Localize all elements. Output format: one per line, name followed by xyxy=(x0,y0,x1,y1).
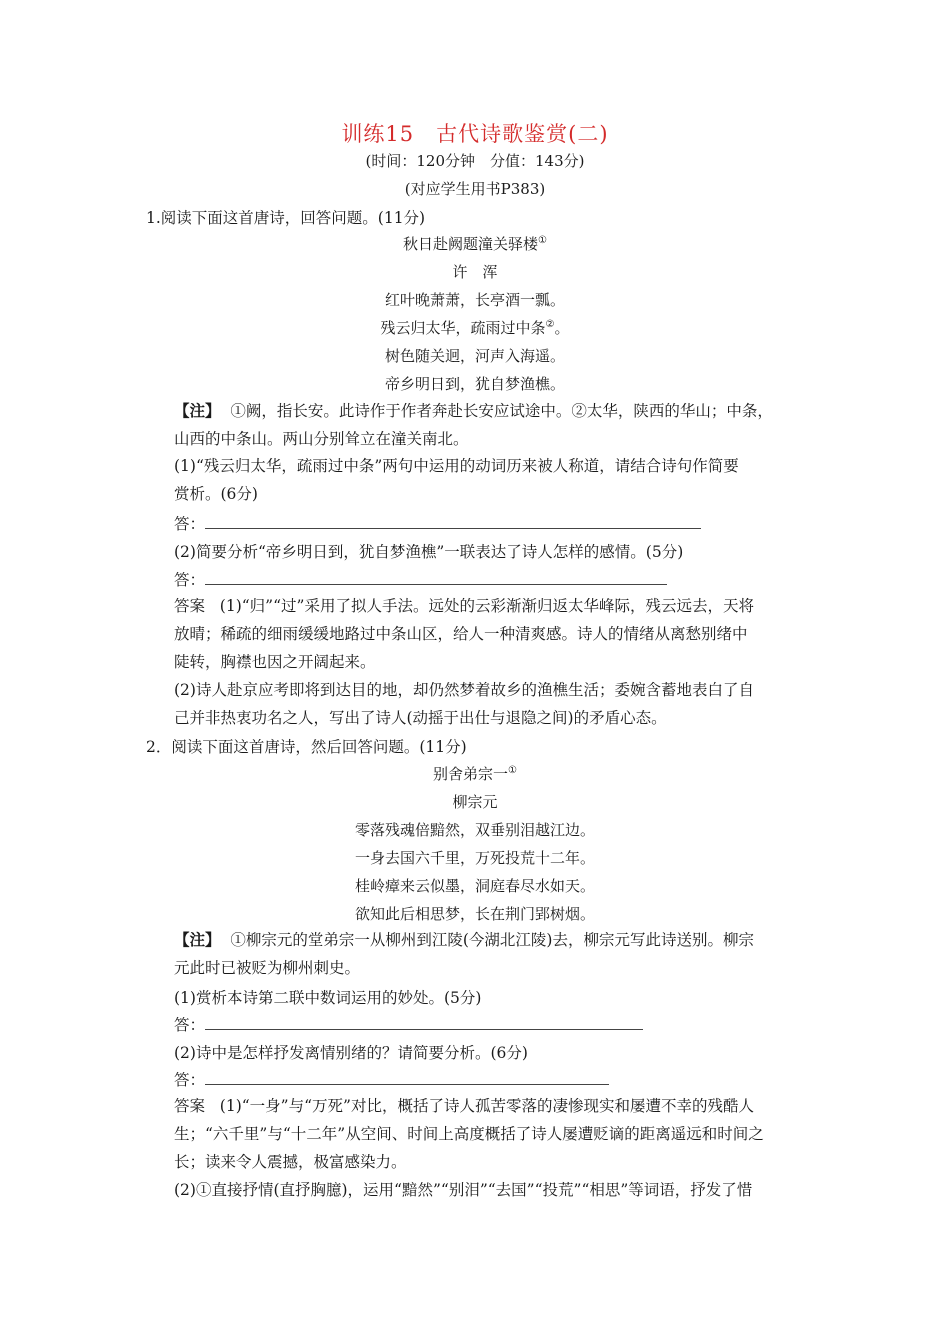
q1-answer-label-1: 答： xyxy=(174,515,206,533)
page-title: 训练15 古代诗歌鉴赏(二) xyxy=(341,122,609,146)
q2-poem-title xyxy=(0,763,950,784)
q1-answer2-line-2: 己并非热衷功名之人，写出了诗人(动摇于出仕与退隐之间)的矛盾心态。 xyxy=(174,709,667,727)
q2-poem-title-note: ① xyxy=(508,765,517,776)
q1-poem-line-4: 帝乡明日到，犹自梦渔樵。 xyxy=(384,375,565,393)
q2-note-line-2: 元此时已被贬为柳州刺史。 xyxy=(174,959,361,977)
q2-poem-line-3: 桂岭瘴来云似墨，洞庭春尽水如天。 xyxy=(354,877,595,895)
q2-note-line-1: ①柳宗元的堂弟宗一从柳州到江陵(今湖北江陵)去，柳宗元写此诗送别。柳宗 xyxy=(230,931,754,949)
q1-poem-line-2-end: 。 xyxy=(554,319,570,337)
q1-answer1-line-1: (1)“归”“过”采用了拟人手法。远处的云彩渐渐归返太华峰际，残云远去，天将 xyxy=(219,597,754,615)
q2-answer1-line-1: (1)“一身”与“万死”对比，概括了诗人孤苦零落的凄惨现实和屡遭不幸的残酷人 xyxy=(219,1097,754,1115)
q1-poem-line-2-note: ② xyxy=(545,319,555,330)
q1-note xyxy=(174,397,773,453)
q1-answer-blank-2[interactable] xyxy=(205,570,667,585)
q2-answer-key-label: 答案 xyxy=(174,1097,206,1115)
q2-answer1-line-3: 长；读来令人震撼，极富感染力。 xyxy=(174,1153,407,1171)
q1-answer-label-2: 答： xyxy=(174,571,206,589)
q1-answer1-line-3: 陡转，胸襟也因之开阔起来。 xyxy=(174,653,376,671)
reference-note: (对应学生用书P383) xyxy=(404,180,546,198)
q1-sub2: (2)简要分析“帝乡明日到，犹自梦渔樵”一联表达了诗人怎样的感情。(5分) xyxy=(174,543,684,561)
q2-note xyxy=(174,926,754,982)
q2-sub2: (2)诗中是怎样抒发离情别绪的？请简要分析。(6分) xyxy=(174,1044,528,1062)
q1-answer-key xyxy=(174,592,754,732)
q1-poem-line-3: 树色随关迥，河声入海遥。 xyxy=(384,347,565,365)
q1-answer-key-label: 答案 xyxy=(174,597,206,615)
q2-author: 柳宗元 xyxy=(452,793,498,811)
q2-answer-line-1 xyxy=(174,1013,643,1035)
q1-answer-blank-1[interactable] xyxy=(205,514,701,529)
q1-author: 许 浑 xyxy=(452,263,498,281)
q1-sub1-line-2: 赏析。(6分) xyxy=(174,485,258,503)
q2-answer-blank-2[interactable] xyxy=(205,1070,609,1085)
q2-poem-line-2: 一身去国六千里，万死投荒十二年。 xyxy=(354,849,595,867)
time-score: (时间：120分钟 分值：143分) xyxy=(365,152,585,170)
q1-poem-line-2-text: 残云归太华，疏雨过中条 xyxy=(380,319,546,337)
q1-poem-title-text: 秋日赴阙题潼关驿楼 xyxy=(403,235,539,253)
q1-poem-title-note: ① xyxy=(538,235,547,246)
q1-answer1-line-2: 放晴；稀疏的细雨缓缓地路过中条山区，给人一种清爽感。诗人的情绪从离愁别绪中 xyxy=(174,625,748,643)
q2-prompt: 2．阅读下面这首唐诗，然后回答问题。(11分) xyxy=(146,738,467,756)
q2-poem-title-text: 别舍弟宗一 xyxy=(433,765,509,783)
q1-poem-line-1: 红叶晚萧萧，长亭酒一瓢。 xyxy=(384,291,565,309)
q1-answer2-line-1: (2)诗人赴京应考即将到达目的地，却仍然梦着故乡的渔樵生活；委婉含蓄地表白了自 xyxy=(174,681,754,699)
q1-sub1 xyxy=(174,452,739,508)
q2-poem-line-1: 零落残魂倍黯然，双垂别泪越江边。 xyxy=(354,821,595,839)
q1-sub1-line-1: (1)“残云归太华，疏雨过中条”两句中运用的动词历来被人称道，请结合诗句作简要 xyxy=(174,457,739,475)
q1-prompt: 1.阅读下面这首唐诗，回答问题。(11分) xyxy=(146,209,426,227)
q2-answer-label-2: 答： xyxy=(174,1071,206,1089)
q2-answer-key xyxy=(174,1092,764,1204)
q2-answer2-line-1: (2)①直接抒情(直抒胸臆)，运用“黯然”“别泪”“去国”“投荒”“相思”等词语，抒发了惜 xyxy=(174,1181,753,1199)
q1-note-tag: 【注】 xyxy=(174,401,221,420)
q1-note-line-2: 山西的中条山。两山分别耸立在潼关南北。 xyxy=(174,430,469,448)
q2-poem-line-4: 欲知此后相思梦，长在荆门郢树烟。 xyxy=(354,905,595,923)
q1-note-line-1: ①阙，指长安。此诗作于作者奔赴长安应试途中。②太华，陕西的华山；中条， xyxy=(230,402,773,420)
q2-answer-line-2 xyxy=(174,1068,609,1090)
q2-answer-blank-1[interactable] xyxy=(205,1015,643,1030)
q2-note-tag: 【注】 xyxy=(174,930,221,949)
q2-answer-label-1: 答： xyxy=(174,1016,206,1034)
q1-answer-line-1 xyxy=(174,512,701,534)
q1-poem-title xyxy=(0,233,950,254)
q1-answer-line-2 xyxy=(174,568,667,590)
q2-answer1-line-2: 生；“六千里”与“十二年”从空间、时间上高度概括了诗人屡遭贬谪的距离遥远和时间之 xyxy=(174,1125,764,1143)
q2-sub1: (1)赏析本诗第二联中数词运用的妙处。(5分) xyxy=(174,989,482,1007)
q1-poem-line-2 xyxy=(0,317,950,338)
